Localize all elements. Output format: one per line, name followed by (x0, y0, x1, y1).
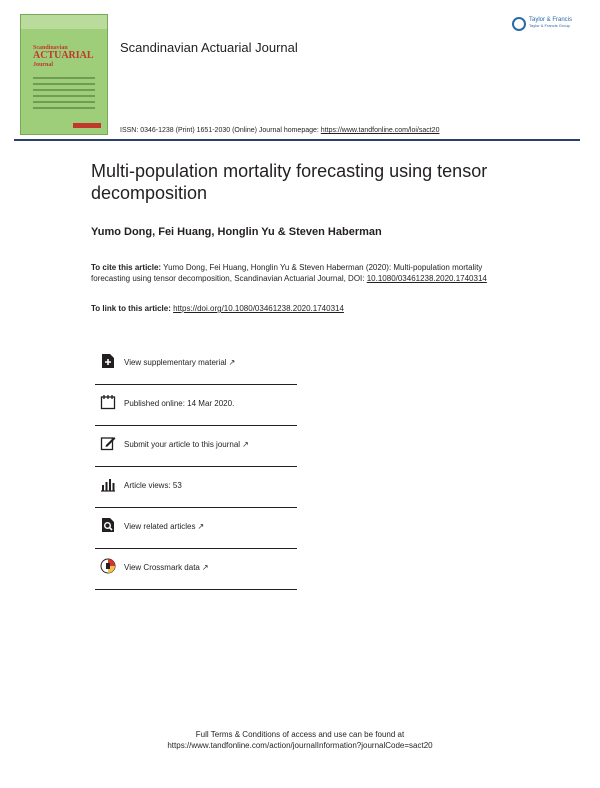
bar-chart-icon (100, 476, 116, 492)
publisher-logo-subtext: Taylor & Francis Group (529, 23, 570, 29)
cite-text: Yumo Dong, Fei Huang, Honglin Yu & Steven Haberman (2020): Multi-population mortality forecasting using tensor decomposition, Scandinavian Actuarial Journal, DOI: (91, 263, 483, 283)
article-info-list (95, 344, 297, 590)
article-views-label: Article views: 53 (124, 481, 182, 490)
article-authors: Yumo Dong, Fei Huang, Honglin Yu & Steven Haberman (91, 226, 382, 238)
header-divider (14, 139, 580, 141)
cover-publisher-logo (73, 123, 101, 128)
calendar-icon (100, 394, 116, 410)
cite-label: To cite this article: (91, 263, 162, 272)
supplementary-icon (100, 353, 116, 369)
footer-terms-link[interactable]: https://www.tandfonline.com/action/journalInformation?journalCode=sact20 (167, 741, 433, 750)
external-link-icon: ↗ (201, 563, 209, 572)
article-views-item (95, 467, 297, 508)
cover-title-line3: Journal (33, 61, 54, 68)
submit-article-item[interactable] (95, 426, 297, 467)
published-online-label: Published online: 14 Mar 2020. (124, 399, 235, 408)
cover-title (33, 45, 94, 68)
external-link-icon: ↗ (197, 522, 205, 531)
crossmark-item[interactable] (95, 549, 297, 590)
publisher-logo-icon (512, 17, 526, 31)
journal-cover-image (20, 14, 108, 135)
link-label: To link to this article: (91, 304, 171, 313)
article-link-line (91, 304, 344, 313)
article-doi-link[interactable]: https://doi.org/10.1080/03461238.2020.1740314 (173, 304, 344, 313)
external-link-icon: ↗ (242, 440, 249, 449)
publisher-logo-text: Taylor & Francis (529, 17, 573, 23)
footer-terms (0, 729, 600, 751)
supplementary-material-item[interactable] (95, 344, 297, 385)
journal-name: Scandinavian Actuarial Journal (120, 40, 298, 55)
publisher-logo (512, 15, 582, 37)
cover-top-strip (21, 15, 107, 29)
supplementary-label: View supplementary material (124, 358, 227, 367)
related-search-icon (100, 517, 116, 533)
crossmark-label: View Crossmark data (124, 563, 200, 572)
article-title: Multi-population mortality forecasting using tensor decomposition (91, 161, 488, 203)
submit-article-label: Submit your article to this journal (124, 440, 241, 449)
related-articles-label: View related articles (124, 522, 196, 531)
edit-icon (100, 435, 116, 451)
cite-doi-link[interactable]: 10.1080/03461238.2020.1740314 (366, 274, 487, 283)
journal-homepage-link[interactable]: https://www.tandfonline.com/loi/sact20 (320, 127, 440, 134)
external-link-icon: ↗ (228, 358, 236, 367)
cover-title-line1: Scandinavian (33, 45, 68, 51)
cover-title-line2: ACTUARIAL (33, 50, 94, 62)
issn-text: ISSN: 0346-1238 (Print) 1651-2030 (Online) Journal homepage: (120, 127, 321, 134)
issn-line (120, 127, 439, 134)
related-articles-item[interactable] (95, 508, 297, 549)
published-online-item (95, 385, 297, 426)
cover-contents-lines (33, 77, 95, 113)
footer-terms-text: Full Terms & Conditions of access and use can be found at (195, 730, 405, 739)
crossmark-icon (100, 558, 116, 574)
citation-block (91, 262, 516, 284)
